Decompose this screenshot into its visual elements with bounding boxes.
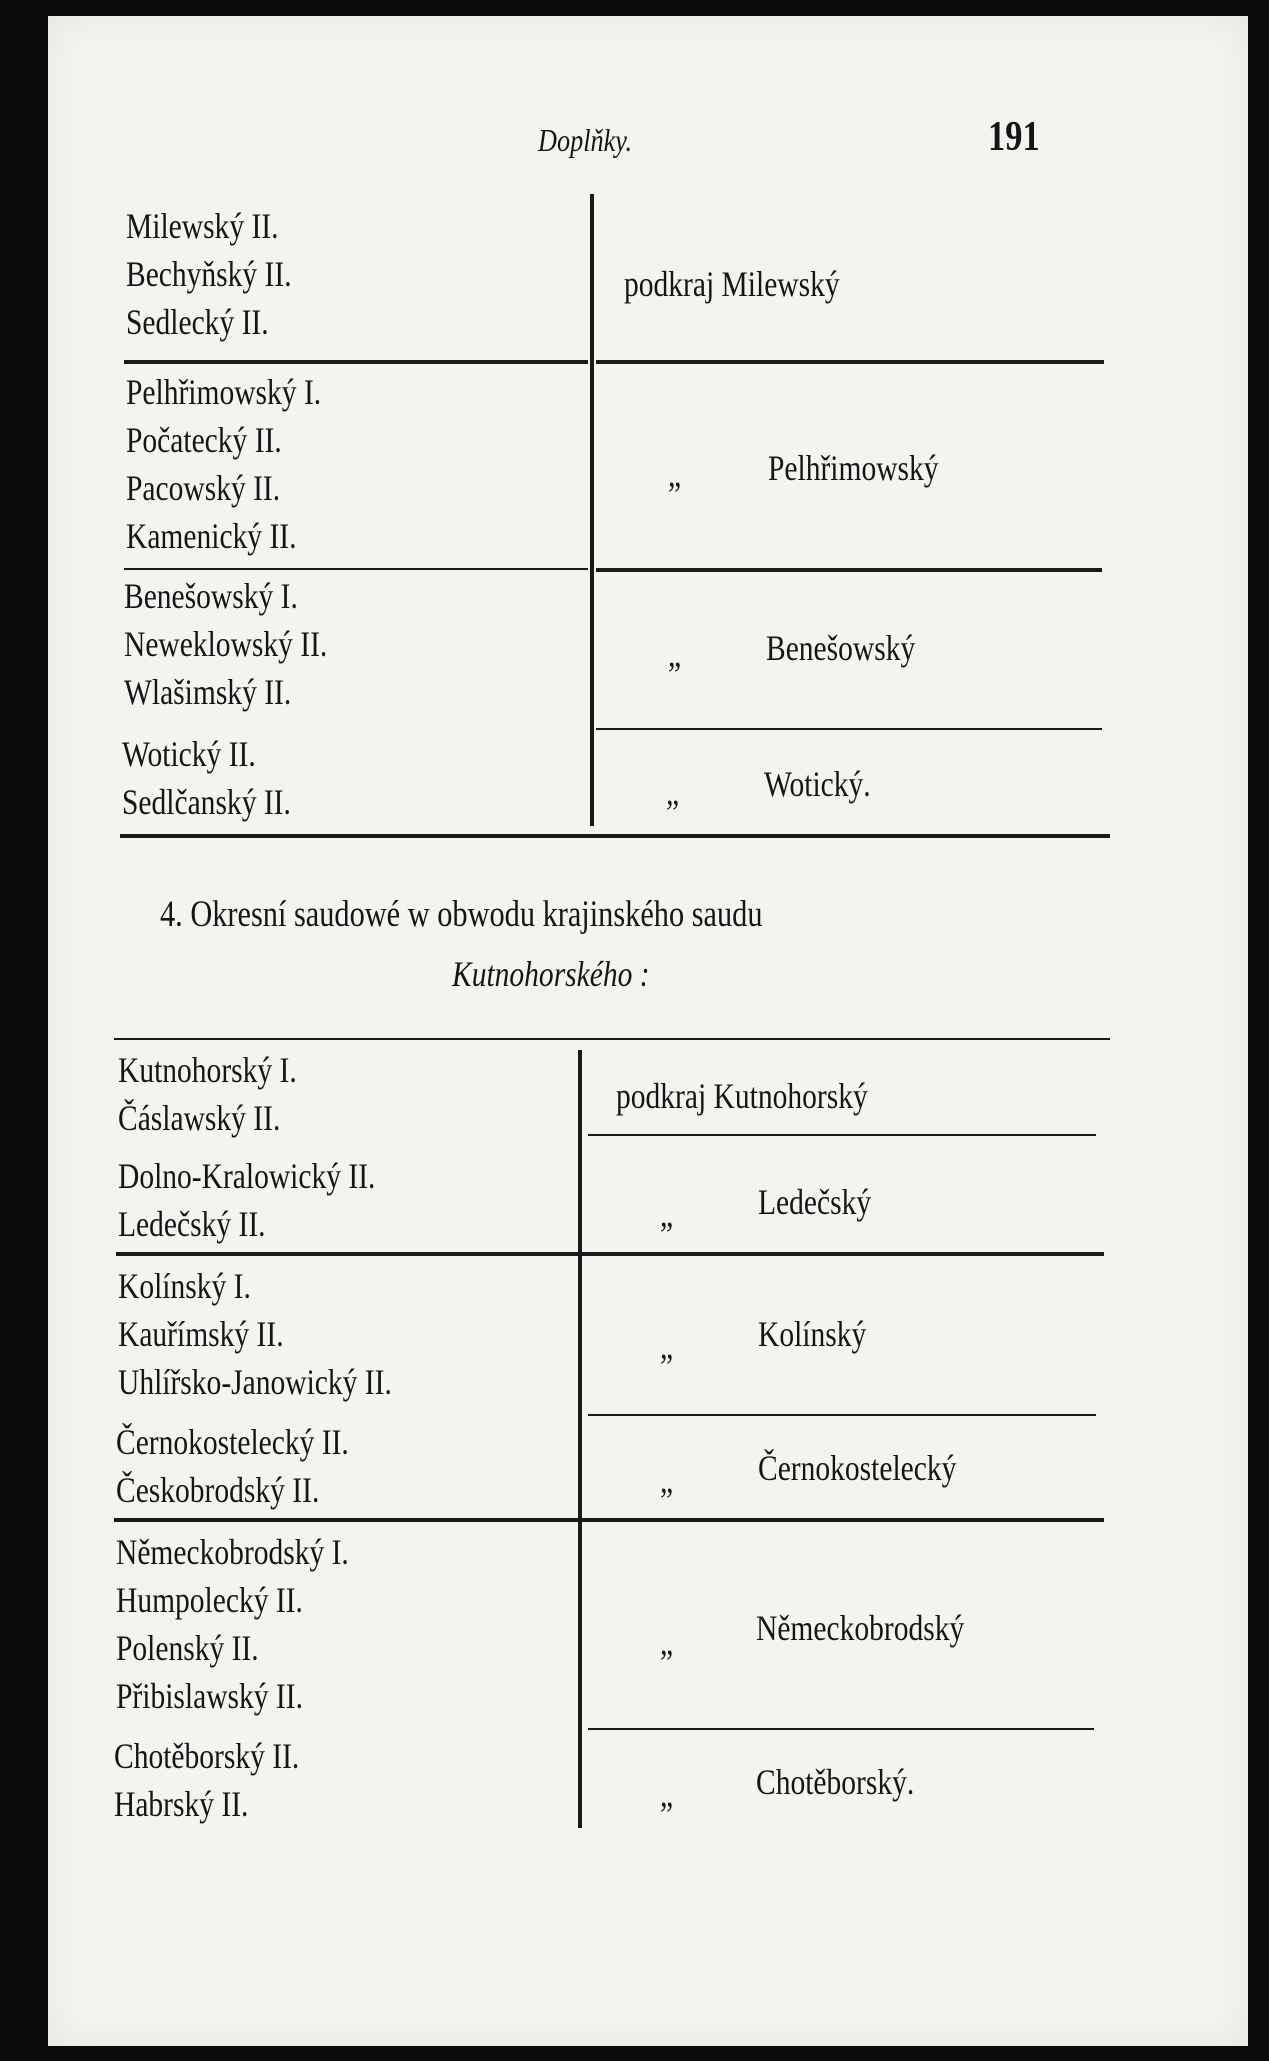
section-subheading: Kutnohorského : [452, 954, 650, 994]
subregion-nemeckobrodsky: Německobrodský [756, 1608, 965, 1648]
subregion-kolinsky: Kolínský [758, 1314, 867, 1354]
court-polensky: Polenský II. [116, 1628, 259, 1668]
right-rule [588, 1134, 1096, 1136]
page-number: 191 [988, 114, 1040, 160]
book-page [48, 16, 1248, 2046]
court-sedlcansky: Sedlčanský II. [122, 782, 291, 822]
court-choteborsky: Chotěborský II. [114, 1736, 300, 1776]
court-milewsky: Milewský II. [126, 206, 279, 246]
court-neweklowsky: Neweklowský II. [124, 624, 328, 664]
court-kamenicky: Kamenický II. [126, 516, 297, 556]
ditto-mark: „ [668, 634, 682, 674]
court-benesowsky: Benešowský I. [124, 576, 298, 616]
court-pelhrimowsky: Pelhřimowský I. [126, 372, 322, 412]
court-kutnohorsky: Kutnohorský I. [118, 1050, 297, 1090]
ditto-mark: „ [668, 454, 682, 494]
ditto-mark: „ [660, 1326, 674, 1366]
subregion-cernokostelecky: Černokostelecký [758, 1448, 957, 1488]
court-humpolecky: Humpolecký II. [116, 1580, 303, 1620]
table2-top-rule [114, 1038, 1110, 1040]
court-kolinsky: Kolínský I. [118, 1266, 251, 1306]
right-rule [596, 360, 1104, 364]
right-rule [588, 1728, 1094, 1730]
group-rule [116, 1252, 1104, 1256]
running-head: Doplňky. [538, 122, 633, 158]
ditto-mark: „ [660, 1622, 674, 1662]
table2-divider [578, 1050, 582, 1828]
ditto-mark: „ [660, 1194, 674, 1234]
ditto-mark: „ [666, 772, 680, 812]
ditto-mark: „ [660, 1460, 674, 1500]
court-wlasimsky: Wlašimský II. [124, 672, 292, 712]
court-ledecsky: Ledečský II. [118, 1204, 266, 1244]
court-cernokostelecky: Černokostelecký II. [116, 1422, 349, 1462]
court-habrsky: Habrský II. [114, 1784, 249, 1824]
section-heading: 4. Okresní saudowé w obwodu krajinského saudu [160, 894, 763, 935]
subregion-choteborsky: Chotěborský. [756, 1762, 915, 1802]
table1-divider [590, 194, 594, 826]
court-pocatecky: Počatecký II. [126, 420, 282, 460]
group-rule [114, 1518, 1104, 1522]
ditto-mark: „ [660, 1774, 674, 1814]
right-rule [588, 1414, 1096, 1416]
court-bechynsky: Bechyňský II. [126, 254, 292, 294]
court-kaurimsky: Kauřímský II. [118, 1314, 284, 1354]
court-nemeckobrodsky: Německobrodský I. [116, 1532, 349, 1572]
subregion-ledecsky: Ledečský [758, 1182, 872, 1222]
court-dolno-kralowicky: Dolno-Kralowický II. [118, 1156, 376, 1196]
subregion-benesowsky: Benešowský [766, 628, 916, 668]
subregion-woticky: Wotický. [764, 764, 871, 804]
court-sedlecky: Sedlecký II. [126, 302, 269, 342]
court-caslawsky: Čáslawský II. [118, 1098, 281, 1138]
court-ceskobrodsky: Českobrodský II. [116, 1470, 320, 1510]
left-rule [124, 360, 588, 364]
subregion-kutnohorsky: podkraj Kutnohorský [616, 1076, 868, 1116]
court-pribislawsky: Přibislawský II. [116, 1676, 303, 1716]
right-rule [596, 568, 1102, 572]
subregion-milewsky: podkraj Milewský [624, 264, 840, 304]
left-rule [124, 568, 588, 570]
court-pacowsky: Pacowský II. [126, 468, 281, 508]
table1-bottom-rule [120, 834, 1110, 838]
right-rule [596, 728, 1102, 730]
court-uhlirsko-janowicky: Uhlířsko-Janowický II. [118, 1362, 392, 1402]
court-woticky: Wotický II. [122, 734, 256, 774]
subregion-pelhrimowsky: Pelhřimowský [768, 448, 939, 488]
